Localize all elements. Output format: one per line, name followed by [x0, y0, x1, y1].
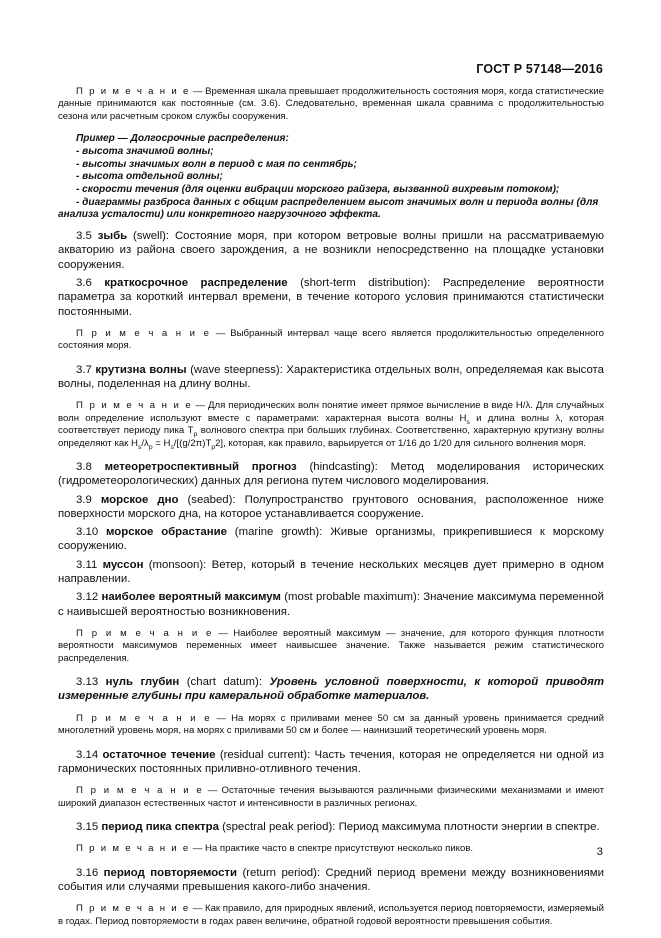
term-name: наиболее вероятный максимум	[101, 591, 281, 604]
term-name: морское обрастание	[106, 526, 227, 539]
term-3-6: 3.6 краткосрочное распределение (short-term distribution): Распределение вероятности параметра за короткий интервал времени, в течение которого условия принимаются статистически постоянными.	[58, 277, 604, 318]
term-name: крутизна волны	[95, 363, 187, 376]
example-item: - скорости течения (для оценки вибрации морского райзера, вызванной вихревым потоком);	[76, 184, 560, 196]
term-3-11: 3.11 муссон (monsoon): Ветер, который в течение нескольких месяцев дует примерно в одном направлении.	[58, 558, 604, 586]
term-definition-emphasis: Уровень условной поверхности, к которой приводят измеренные глубины при камеральной обработке материалов.	[58, 676, 604, 703]
term-3-13: 3.13 нуль глубин (chart datum): Уровень условной поверхности, к которой приводят измеренные глубины при камеральной обработке материалов.	[58, 676, 604, 703]
note-spectral-peaks: П р и м е ч а н и е — На практике часто в спектре присутствуют несколько пиков.	[76, 843, 474, 855]
example-title: Пример — Долгосрочные распределения:	[76, 133, 289, 145]
note-chart-datum: П р и м е ч а н и е — На морях с приливами менее 50 см за данный уровень принимается средний многолетний уровень моря, на морях с приливами 50 см и более — наинизший теоретический уровень моря.	[58, 712, 604, 737]
term-3-7: 3.7 крутизна волны (wave steepness): Характеристика отдельных волн, определяемая как высота волны, поделенная на длину волны.	[58, 363, 604, 391]
example-item: - диаграммы разброса данных с общим распределением высот значимых волн и периода волны (для анализа усталости) или конкретного нагрузочного эффекта.	[58, 196, 599, 221]
note-residual-current: П р и м е ч а н и е — Остаточные течения вызываются различными физическими механизмами и имеют широкий диапазон естественных частот и интенсивности в различных регионах.	[58, 785, 604, 809]
example-long-term-distributions	[58, 133, 604, 222]
term-name: муссон	[102, 558, 144, 571]
example-item: - высоты значимых волн в период с мая по сентябрь;	[76, 158, 357, 170]
note-label: П р и м е ч а н и е	[76, 86, 191, 97]
term-3-9: 3.9 морское дно (seabed): Полупространство грунтового основания, расположенное ниже поверхности морского дна, на которое устанавливается сооружение.	[58, 493, 604, 520]
term-name: период пика спектра	[101, 820, 219, 833]
term-name: остаточное течение	[102, 748, 216, 761]
term-3-10: 3.10 морское обрастание (marine growth): Живые организмы, прикрепившиеся к морскому сооружению.	[58, 526, 604, 553]
note-wave-steepness: П р и м е ч а н и е — Для периодических волн понятие имеет прямое вычисление в виде H/λ. Для случайных волн определение используют вместе с параметрами: характерная высота волны $H_s$ и длина волны λ, которая соответствует периоду пика $T_p$ волнового спектра при больших глубинах. Соответственно, характерную крутизну волны определяют как $H_s/\lambda_p = H_s/[(g/2\pi)T_p2]$, которая, как правило, варьируется от 1/16 до 1/20 для сильного волнения моря.	[58, 400, 604, 451]
term-name: краткосрочное распределение	[104, 277, 288, 290]
term-name: метеоретроспективный прогноз	[104, 460, 297, 473]
note-timescale: П р и м е ч а н и е — Временная шкала превышает продолжительность состояния моря, когда статистические данные принимаются как постоянные (см. 3.6). Следовательно, временная шкала сравнима с продолжительностью сезона или расчетным сроком службы сооружения.	[58, 86, 604, 122]
example-item: - высота значимой волны;	[76, 145, 214, 157]
term-3-8: 3.8 метеоретроспективный прогноз (hindcasting): Метод моделирования исторических (гидрометеорологических) данных для региона путем числового моделирования.	[58, 460, 604, 488]
note-most-probable-max: П р и м е ч а н и е — Наиболее вероятный максимум — значение, для которого функция плотности вероятности максимумов переменных имеет наивысшее значение. Также называется режим статистического распределения.	[58, 627, 604, 664]
term-3-16: 3.16 период повторяемости (return period): Средний период времени между возникновениями события или случаями превышения какого-либо значения.	[58, 866, 604, 893]
term-name: период повторяемости	[103, 866, 237, 879]
standard-code-header: ГОСТ Р 57148—2016	[476, 62, 603, 76]
page-number: 3	[596, 846, 603, 858]
term-3-15: 3.15 период пика спектра (spectral peak period): Период максимума плотности энергии в спектре.	[76, 820, 600, 833]
term-name: нуль глубин	[105, 676, 180, 689]
example-item: - высота отдельной волны;	[76, 171, 223, 183]
note-short-term: П р и м е ч а н и е — Выбранный интервал чаще всего является продолжительностью определенного состояния моря.	[58, 327, 604, 352]
term-3-5: 3.5 зыбь (swell): Состояние моря, при котором ветровые волны пришли на рассматриваемую акваторию из района своего зарождения, а не возникли непосредственно на площадке установки сооружения.	[58, 230, 605, 271]
term-name: морское дно	[100, 493, 179, 506]
document-body	[58, 86, 604, 938]
term-3-12: 3.12 наиболее вероятный максимум (most probable maximum): Значение максимума переменной с наивысшей вероятностью возникновения.	[58, 591, 604, 618]
term-name: зыбь	[97, 230, 128, 243]
term-3-14: 3.14 остаточное течение (residual current): Часть течения, которая не определяется ни одной из гармонических постоянных приливно-отливного течения.	[58, 748, 605, 775]
note-return-period: П р и м е ч а н и е — Как правило, для природных явлений, используется период повторяемости, измеряемый в годах. Период повторяемости в годах равен величине, обратной годовой вероятности превышения события.	[58, 903, 605, 927]
